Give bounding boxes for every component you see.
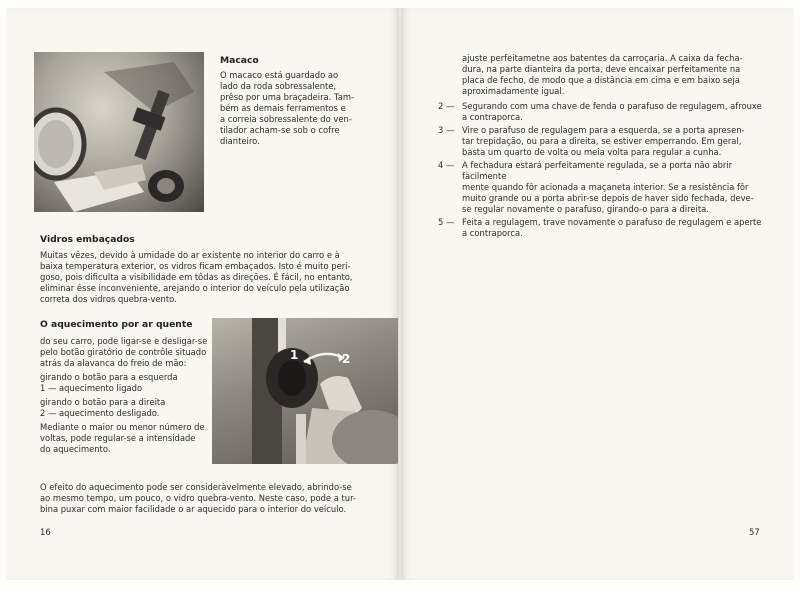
text-line: Segurando com uma chave de fenda o parafuso de regulagem, afrouxe <box>462 101 762 111</box>
text-line: Vire o parafuso de regulagem para a esquerda, se a porta apresen- <box>462 125 745 135</box>
macaco-title: Macaco <box>220 55 259 66</box>
text-line: a contraporca. <box>462 228 523 238</box>
text-line: Mediante o maior ou menor número de <box>40 422 205 432</box>
text-line: bina puxar com maior facilidade o ar aquecido para o interior do veículo. <box>40 504 347 514</box>
text-line: ajuste perfeitametne aos batentes da carroçaria. A caixa da fecha- <box>462 53 743 63</box>
list-number: 5 — <box>438 217 455 227</box>
intro-text <box>462 53 768 97</box>
list-item <box>438 101 768 123</box>
efeito-text <box>40 482 396 515</box>
text-line: tar trepidação, ou para a direita, se estiver emperrando. Em geral, <box>462 136 742 146</box>
text-line: dianteiro. <box>220 136 260 146</box>
photo-label-1: 1 <box>290 348 299 362</box>
text-line: O efeito do aquecimento pode ser consideràvelmente elevado, abrindo-se <box>40 482 352 492</box>
text-line: 2 — aquecimento desligado. <box>40 408 160 418</box>
instruction-list <box>438 101 768 239</box>
list-number: 2 — <box>438 101 455 111</box>
list-number: 3 — <box>438 125 455 135</box>
photo-label-2: 2 <box>342 352 351 366</box>
text-line: do aquecimento. <box>40 444 111 454</box>
heater-knob-photo <box>212 318 398 464</box>
list-item <box>438 160 768 215</box>
text-line: prêso por uma braçadeira. Tam- <box>220 92 355 102</box>
text-line: girando o botão para a direita <box>40 397 166 407</box>
list-number: 4 — <box>438 160 455 170</box>
text-line: eliminar êsse inconveniente, arejando o interior do veículo pela utilização <box>40 283 350 293</box>
text-line: O macaco está guardado ao <box>220 70 339 80</box>
text-line: a contraporca. <box>462 112 523 122</box>
list-item <box>438 217 768 239</box>
text-line: goso, pois dificulta a visibilidade em tôdas as direções. É fácil, no entanto, <box>40 272 353 282</box>
text-line: Muitas vêzes, devido à umidade do ar existente no interior do carro e à <box>40 250 340 260</box>
text-line: voltas, pode regular-se a intensidade <box>40 433 196 443</box>
aquecimento-title: O aquecimento por ar quente <box>40 319 193 330</box>
text-line: lado da roda sobressalente, <box>220 81 337 91</box>
text-line: girando o botão para a esquerda <box>40 372 178 382</box>
text-line: a correia sobressalente do ven- <box>220 114 352 124</box>
text-line: basta um quarto de volta ou meia volta para regular a cunha. <box>462 147 722 157</box>
text-line: 1 — aquecimento ligado <box>40 383 143 393</box>
jack-photo <box>34 52 204 212</box>
text-line: aproximadamente igual. <box>462 86 565 96</box>
text-line: bém as demais ferramentos e <box>220 103 346 113</box>
text-line: mente quando fôr acionada a maçaneta interior. Se a resistência fôr <box>462 182 749 192</box>
text-line: A fechadura estará perfeitamente regulada, se a porta não abrir fàcilmente <box>462 160 733 181</box>
text-line: ao mesmo tempo, um pouco, o vidro quebra-vento. Neste caso, pode a tur- <box>40 493 357 503</box>
text-line: muito grande ou a porta abrir-se depois de haver sido fechada, deve- <box>462 193 754 203</box>
vidros-title: Vidros embaçados <box>40 234 135 245</box>
text-line: atrás da alavanca do freio de mão: <box>40 358 187 368</box>
text-line: placa de fecho, de modo que a distância em cima e em baixo seja <box>462 75 740 85</box>
text-line: baixa temperatura exterior, os vidros ficam embaçados. Isto é muito peri- <box>40 261 351 271</box>
page-number-right: 57 <box>749 527 760 537</box>
text-line: correta dos vidros quebra-vento. <box>40 294 177 304</box>
text-line: Feita a regulagem, trave novamente o parafuso de regulagem e aperte <box>462 217 762 227</box>
text-line: do seu carro, pode ligar-se e desligar-se <box>40 336 208 346</box>
list-item <box>438 125 768 158</box>
text-line: dura, na parte dianteira da porta, deve encaixar perfeitamente na <box>462 64 741 74</box>
page-number-left: 16 <box>40 527 51 537</box>
macaco-text <box>220 70 390 147</box>
vidros-text <box>40 250 396 305</box>
text-line: tilador acham-se sob o cofre <box>220 125 340 135</box>
text-line: se regular novamente o parafuso, girando-o para a direita. <box>462 204 709 214</box>
aquecimento-text <box>40 336 210 455</box>
text-line: pelo botão giratório de contrôle situado <box>40 347 207 357</box>
